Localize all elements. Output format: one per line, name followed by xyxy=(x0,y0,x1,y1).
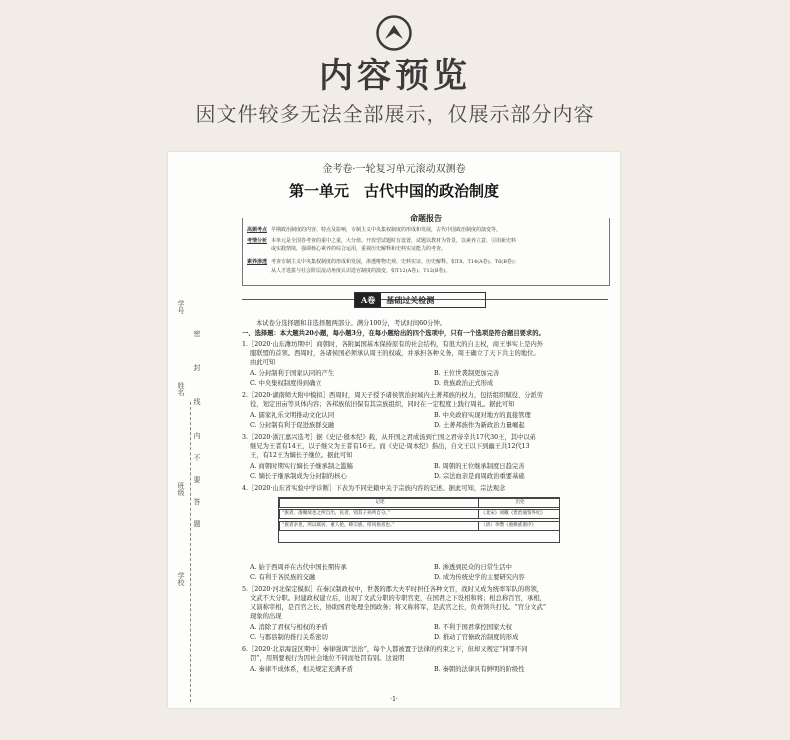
q4-table xyxy=(278,497,560,543)
seal-char: 密 xyxy=(193,330,201,337)
q6-option: B. 秦朝的法律具有鲜明的阶级性 xyxy=(434,666,525,673)
q4-line: 4.［2020·山东省实验中学诊断］下表为不同史籍中关于宗族内容的记述。据此可知，宗法观念 xyxy=(242,485,506,492)
q3-option: A. 商朝时期实行嫡长子继承制之滥觞 xyxy=(250,463,354,470)
report-row: 或实践情境，强调核心素养的综合运用，重视历史解释和史料实证能力的考查。 xyxy=(271,246,447,252)
preview-subtitle: 因文件较多无法全部展示，仅展示部分内容 xyxy=(195,102,595,126)
q6-option: A. 秦律不成体系，相关规定充满矛盾 xyxy=(250,666,354,673)
q5-line: 文武不大分职。封建政权建立后，出现了文武分职的专职官吏，在国君之下设相和将；相总称百官，承相， xyxy=(250,595,546,602)
doc-header: 金考卷·一轮复习单元滚动双测卷 xyxy=(322,164,466,175)
q1-line: 服联盟的首领。西周时，各诸侯国必须承认周王的权威，并承担各种义务，周王确立了天下共主的地位。 xyxy=(250,350,540,357)
q3-option: D. 宗法血亲是商周政治重要基础 xyxy=(434,473,525,480)
unit-title: 第一单元 古代中国的政治制度 xyxy=(288,182,499,200)
table-cell: （清）李缵《重修族谱序》 xyxy=(478,521,560,531)
side-label-school: 学校 xyxy=(177,572,185,586)
q1-option: B. 王位世袭制更加完善 xyxy=(434,370,500,377)
seal-char: 答 xyxy=(193,498,201,505)
report-row: 素养渗透 考查专制主义中央集权制度的形成和发展，渗透唯物史观、史料实证、历史解释。如T8、T14(A卷)、T6(B卷)； xyxy=(247,259,519,265)
q2-line: 役，划定田亩等具体内容；各邦族依旧保有其宗族组织，同时在一定程度上践行周礼。据此可知 xyxy=(250,401,515,408)
q2-option: D. 土著邦族作为新政治力量崛起 xyxy=(434,422,525,429)
q5-line: 又演称宰相，是百官之长，协助国君处理全国政务；将又称将军，是武官之长，负责领兵打仗。“官分文武” xyxy=(250,604,547,611)
up-arrow-circle-icon xyxy=(375,14,413,52)
q1-line: 1.［2020·山东潍坊期中］商朝时，各附属国基本保持原有的社会结构，有很大的自主权，商王事实上是内外 xyxy=(242,341,544,348)
report-row: 考情分析 本单元是全国卷考查的重中之重，大分值、开放型试题时有设置，试题以教材为背景，以素养立意，引用新史料 xyxy=(247,238,517,244)
table-header: 记述 xyxy=(279,498,479,508)
q3-line: 继兄为王者有14王，以子继父为王者有16王。而《史记·周本纪》指出，自文王以下到幽王共12代13 xyxy=(250,443,530,450)
report-row: 高频考点 早期政治制度的内容、特点及影响，专制主义中央集权制度的形成和发展，古代中国政治制度的演变等。 xyxy=(247,227,502,233)
seal-char: 线 xyxy=(193,398,201,405)
report-box xyxy=(242,213,610,286)
q6-line: 6.［2020·北京海淀区期中］秦律强调“法治”，每个人都被置于法律的约束之下，但却又规定“同罪不同 xyxy=(242,646,528,653)
q5-option: A. 消除了君权与相权的矛盾 xyxy=(250,624,328,631)
q4-option: D. 成为传统史学的主要研究内容 xyxy=(434,574,525,581)
volume-name: 基础过关检测 xyxy=(386,295,435,305)
side-label-class: 班级 xyxy=(177,482,185,496)
q3-line: 3.［2020·浙江嘉兴选考］据《史记·殷本纪》载，从开国之君成汤到亡国之君帝辛共17代30王，其中以弟 xyxy=(242,434,536,441)
q5-option: B. 不利于国君掌控国家大权 xyxy=(434,624,512,631)
seal-char: 题 xyxy=(193,520,201,527)
q5-option: C. 与郡县制的推行关系密切 xyxy=(250,634,328,641)
section-heading: 一、选择题：本大题共20小题，每小题3分，在每小题给出的四个选项中，只有一个选项是符合题目要求的。 xyxy=(242,330,545,337)
q5-line: 现象的出现 xyxy=(250,613,282,620)
q1-option: C. 中央集权制度得到确立 xyxy=(250,380,322,387)
q2-option: C. 分封制有利于促进族群交融 xyxy=(250,422,335,429)
seal-char: 要 xyxy=(193,476,201,483)
table-header: 出处 xyxy=(478,498,560,508)
side-label-name: 姓名 xyxy=(177,382,185,396)
document-page xyxy=(168,152,620,708)
q3-option: C. 嫡长子继承制成为分封制的核心 xyxy=(250,473,347,480)
q4-option: A. 始于西周并在古代中国长期传承 xyxy=(250,564,347,571)
seal-char: 内 xyxy=(193,432,201,439)
q2-line: 2.［2020·湖南师大附中模拟］西周时，周天子授予诸侯管治封域内土著邦族的权力，包括组织赋役、分派劳 xyxy=(242,392,544,399)
table-cell: “族者，凑聚故也之所自出，民者，别其子孙所自分。” xyxy=(279,509,479,519)
q4-option: B. 渗透到民众的日常生活中 xyxy=(434,564,512,571)
q6-line: 罚”，用刑要视行为因社会地位不同而处罚有别。这说明 xyxy=(250,655,405,662)
q1-option: D. 贵族政治正式形成 xyxy=(434,380,494,387)
q1-option: A. 分封制利于国家认同的产生 xyxy=(250,370,335,377)
volume-bar xyxy=(354,292,486,308)
q3-line: 王，有12王为嫡长子继位。据此可知 xyxy=(250,452,353,459)
table-cell: 《北宋》刘敞《贵治通鉴外纪》 xyxy=(478,509,560,519)
seal-char: 不 xyxy=(193,454,201,461)
q2-option: A. 儒家礼乐文明推动文化认同 xyxy=(250,412,335,419)
q1-line: 由此可知 xyxy=(250,359,276,366)
intro-text: 本试卷分选择题和非选择题两部分。满分100分，考试时间60分钟。 xyxy=(256,320,447,327)
report-row: 从人才选拔与社会阶层流动角度认识选官制度的演变，如T12(A卷)、T12(B卷)。 xyxy=(271,268,451,274)
side-label-student-id: 学号 xyxy=(177,300,185,314)
volume-label: A卷 xyxy=(355,293,381,307)
preview-title: 内容预览 xyxy=(319,56,471,96)
q3-option: B. 周朝的王位继承制度日趋完善 xyxy=(434,463,525,470)
q5-option: D. 推动了官僚政治制度的形成 xyxy=(434,634,519,641)
seal-char: 封 xyxy=(193,364,201,371)
binding-line xyxy=(190,402,191,702)
report-title: 命题报告 xyxy=(243,213,609,224)
q2-option: B. 中央政府实现对地方的直接管理 xyxy=(434,412,531,419)
q4-option: C. 有利于各民族的交融 xyxy=(250,574,316,581)
q5-line: 5.［2020·河北保定模拟］在秦汉制政权中，世袭的郡大夫平时担任各种文官，战时又成为统率军队的将领， xyxy=(242,586,544,593)
page-number: ·1· xyxy=(390,696,398,703)
table-cell: “族者亲也，所以联居，重人伦，睦宗族，厚风俗焉也。” xyxy=(279,521,479,531)
